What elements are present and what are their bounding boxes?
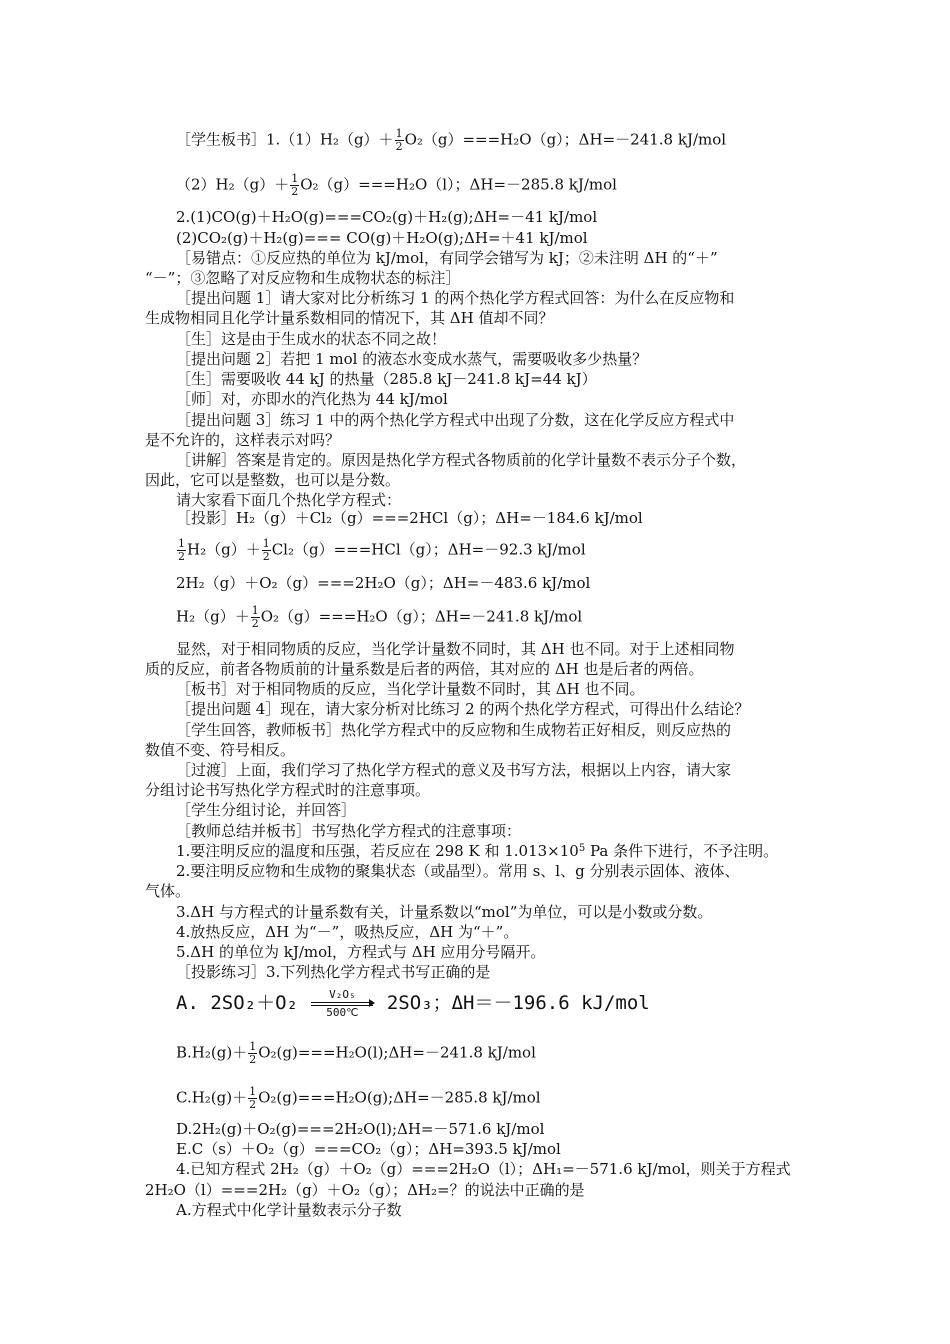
catalyst: V₂O₅	[329, 987, 356, 1001]
eq-text: O₂(g)===H₂O(g);ΔH=－285.8 kJ/mol	[258, 1088, 541, 1107]
projection-eq-2	[0, 538, 950, 563]
exercise-4-option-a: A.方程式中化学计量数表示分子数	[176, 1201, 402, 1219]
fraction: $\frac{1}{2}$	[249, 1085, 257, 1111]
student-answer-4: ［学生回答，教师板书］热化学方程式中的反应物和生成物若正好相反，则反应热的	[176, 721, 732, 739]
eq-text: O₂(g)===H₂O(l);ΔH=－241.8 kJ/mol	[258, 1043, 536, 1062]
board-note-1: ［板书］对于相同物质的反应，当化学计量数不同时，其 ΔH 也不同。	[176, 680, 645, 698]
temperature: 500℃	[326, 1005, 359, 1019]
eq-text: Cl₂（g）===HCl（g）；ΔH=－92.3 kJ/mol	[271, 540, 586, 559]
fraction: $\frac{1}{2}$	[395, 127, 403, 153]
student-answer-4-cont: 数值不变、符号相反。	[145, 741, 296, 759]
summary-heading: ［教师总结并板书］书写热化学方程式的注意事项：	[176, 822, 522, 840]
rule-text: Pa 条件下进行，不予注明。	[585, 842, 779, 860]
board-eq-2-1: 2.(1)CO(g)＋H₂O(g)===CO₂(g)＋H₂(g);ΔH=－41 kJ/mol	[176, 208, 598, 226]
option-a	[176, 988, 650, 1019]
fraction: $\frac{1}{2}$	[251, 604, 259, 630]
group-discussion: ［学生分组讨论，并回答］	[176, 801, 357, 819]
explanation-cont: 因此，它可以是整数，也可以是分数。	[145, 471, 401, 489]
eq-text: O₂（g）===H₂O（g）；ΔH=－241.8 kJ/mol	[404, 130, 727, 149]
transition-cont: 分组讨论书写热化学方程式时的注意事项。	[145, 781, 431, 799]
rule-2: 2.要注明反应物和生成物的聚集状态（或晶型）。常用 s、l、g 分别表示固体、液体、	[176, 862, 740, 880]
student-answer-1: ［生］这是由于生成水的状态不同之故！	[176, 330, 447, 348]
rule-1	[0, 841, 950, 861]
catalyst-arrow	[311, 989, 373, 1019]
teacher-comment: ［师］对，亦即水的汽化热为 44 kJ/mol	[176, 390, 448, 408]
rule-text: 1.要注明反应的温度和压强，若反应在 298 K 和 1.013×10	[176, 842, 579, 860]
projection-eq-4	[0, 605, 950, 630]
question-3: ［提出问题 3］练习 1 中的两个热化学方程式中出现了分数，这在化学反应方程式中	[176, 411, 735, 429]
question-2: ［提出问题 2］若把 1 mol 的液态水变成水蒸气，需要吸收多少热量？	[176, 350, 648, 368]
student-answer-2: ［生］需要吸收 44 kJ 的热量（285.8 kJ－241.8 kJ=44 kJ）	[176, 370, 597, 388]
conclusion-1-cont: 质的反应，前者各物质前的计量系数是后者的两倍，其对应的 ΔH 也是后者的两倍。	[145, 660, 704, 678]
option-d: D.2H₂(g)＋O₂(g)===2H₂O(l);ΔH=－571.6 kJ/mol	[176, 1120, 545, 1138]
rule-2-cont: 气体。	[145, 882, 191, 900]
option-b	[0, 1041, 950, 1066]
question-3-cont: 是不允许的，这样表示对吗？	[145, 431, 341, 449]
transition: ［过渡］上面，我们学习了热化学方程式的意义及书写方法，根据以上内容，请大家	[176, 761, 732, 779]
eq-text: ［学生板书］1.（1）H₂（g）＋	[176, 130, 394, 149]
exercise-4-stem-cont: 2H₂O（l）===2H₂（g）＋O₂（g）；ΔH₂=？的说法中正确的是	[145, 1181, 585, 1199]
exponent: 5	[578, 843, 586, 854]
eq-text: H₂（g）＋	[176, 607, 250, 626]
question-1-cont: 生成物相同且化学计量系数相同的情况下，其 ΔH 值却不同？	[145, 309, 554, 327]
option-e: E.C（s）＋O₂（g）===CO₂（g）；ΔH=393.5 kJ/mol	[176, 1140, 561, 1158]
rule-5: 5.ΔH 的单位为 kJ/mol，方程式与 ΔH 应用分号隔开。	[176, 943, 546, 961]
projection-eq-3: 2H₂（g）＋O₂（g）===2H₂O（g）；ΔH=－483.6 kJ/mol	[176, 574, 591, 592]
error-note: ［易错点：①反应热的单位为 kJ/mol，有同学会错写为 kJ；②未注明 ΔH 的“＋”	[176, 249, 718, 267]
fraction: $\frac{1}{2}$	[262, 537, 270, 563]
eq-text: O₂（g）===H₂O（g）；ΔH=－241.8 kJ/mol	[260, 607, 583, 626]
board-eq-1-1	[0, 128, 950, 153]
eq-text: C.H₂(g)＋	[176, 1088, 248, 1107]
exercise-3-stem: ［投影练习］3.下列热化学方程式书写正确的是	[176, 963, 491, 981]
fraction: $\frac{1}{2}$	[291, 172, 299, 198]
option-c	[0, 1086, 950, 1111]
question-4: ［提出问题 4］现在，请大家分析对比练习 2 的两个热化学方程式，可得出什么结论？	[176, 700, 750, 718]
exercise-4-stem: 4.已知方程式 2H₂（g）＋O₂（g）===2H₂O（l）；ΔH₁=－571.6 kJ/mol，则关于方程式	[176, 1160, 791, 1178]
intro-equations: 请大家看下面几个热化学方程式：	[176, 491, 402, 509]
option-a-lead: A. 2SO₂＋O₂	[176, 992, 310, 1014]
fraction: $\frac{1}{2}$	[249, 1040, 257, 1066]
board-eq-1-2	[0, 173, 950, 198]
eq-text: （2）H₂（g）＋	[176, 175, 290, 194]
error-note-cont: “－”；③忽略了对反应物和生成物状态的标注］	[145, 269, 461, 287]
eq-text: H₂（g）＋	[187, 540, 261, 559]
eq-text: O₂（g）===H₂O（l）；ΔH=－285.8 kJ/mol	[300, 175, 617, 194]
eq-text: B.H₂(g)＋	[176, 1043, 248, 1062]
fraction: $\frac{1}{2}$	[178, 537, 185, 563]
board-eq-2-2: (2)CO₂(g)＋H₂(g)=== CO(g)＋H₂O(g);ΔH=＋41 kJ/mol	[176, 229, 588, 247]
explanation: ［讲解］答案是肯定的。原因是热化学方程式各物质前的化学计量数不表示分子个数，	[176, 451, 747, 469]
conclusion-1: 显然，对于相同物质的反应，当化学计量数不同时，其 ΔH 也不同。对于上述相同物	[176, 640, 735, 658]
rule-3: 3.ΔH 与方程式的计量系数有关，计量系数以“mol”为单位，可以是小数或分数。	[176, 903, 713, 921]
option-a-tail: 2SO₃；ΔH＝－196.6 kJ/mol	[375, 992, 650, 1014]
question-1: ［提出问题 1］请大家对比分析练习 1 的两个热化学方程式回答：为什么在反应物和	[176, 289, 735, 307]
projection-eq-1: ［投影］H₂（g）＋Cl₂（g）===2HCl（g）；ΔH=－184.6 kJ/mol	[176, 509, 643, 527]
rule-4: 4.放热反应，ΔH 为“－”，吸热反应，ΔH 为“＋”。	[176, 923, 519, 941]
